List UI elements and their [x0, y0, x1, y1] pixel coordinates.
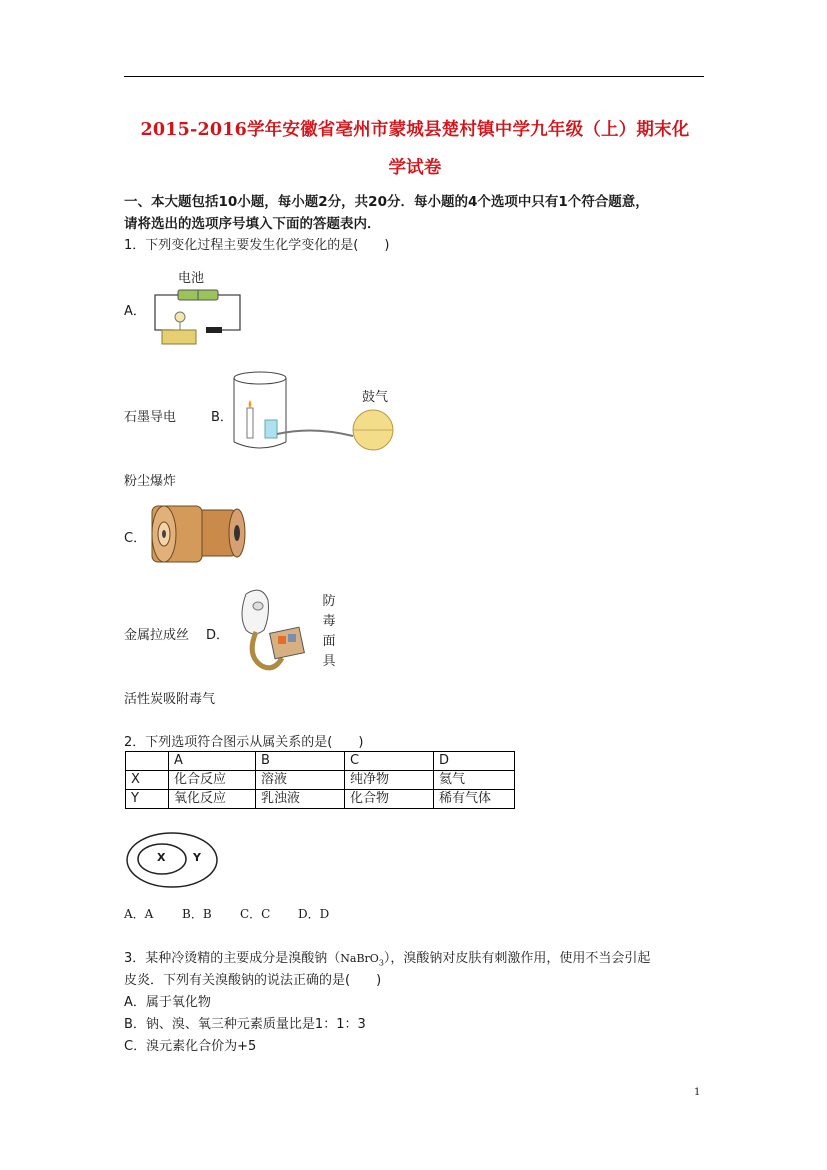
table-cell: X — [126, 771, 169, 790]
table-row — [126, 771, 515, 790]
table-cell: 稀有气体 — [434, 790, 515, 809]
q2-option-b: B．B — [182, 907, 212, 921]
table-cell: 溶液 — [256, 771, 345, 790]
gas-mask-char-3: 面 — [322, 634, 336, 649]
q1-option-a-label: A． — [124, 304, 146, 319]
q3-formula-subscript: 3 — [378, 958, 384, 968]
table-cell: 氦气 — [434, 771, 515, 790]
title-line-2: 学试卷 — [388, 158, 442, 178]
diagram-label-x: X — [157, 851, 166, 864]
q1-option-d-label: D． — [206, 628, 230, 643]
table-cell: 化合反应 — [169, 771, 256, 790]
header-rule — [124, 76, 704, 77]
gas-mask-figure — [234, 586, 314, 678]
q1-stem: 1．下列变化过程主要发生化学变化的是( ) — [124, 238, 390, 253]
table-cell: C — [345, 752, 434, 771]
q1-option-c-caption: 金属拉成丝 — [124, 628, 190, 643]
inclusion-diagram — [126, 832, 221, 890]
bellows-label: 鼓气 — [362, 390, 389, 405]
q3-stem-post: ），溴酸钠对皮肤有刺激作用，使用不当会引起 — [383, 951, 651, 966]
table-row — [126, 790, 515, 809]
q1-option-c-label: C． — [124, 531, 147, 546]
section-heading-line-2: 请将选出的选项序号填入下面的答题表内． — [124, 216, 381, 232]
table-row — [126, 752, 515, 771]
q1-option-b-caption: 粉尘爆炸 — [124, 474, 177, 489]
q2-option-a: A．A — [124, 907, 154, 921]
title-line-1: 2015-2016学年安徽省亳州市蒙城县楚村镇中学九年级（上）期末化 — [140, 120, 690, 140]
q2-option-c: C．C — [240, 907, 271, 921]
table-cell: A — [169, 752, 256, 771]
gas-mask-char-2: 毒 — [322, 614, 336, 629]
copper-spools-figure — [146, 498, 246, 570]
q3-option-b: B．钠、溴、氧三种元素质量比是1：1：3 — [124, 1017, 366, 1032]
dust-explosion-figure — [233, 370, 413, 452]
table-cell — [126, 752, 169, 771]
q1-option-d-caption: 活性炭吸附毒气 — [124, 692, 216, 707]
table-cell: 纯净物 — [345, 771, 434, 790]
q1-option-a-caption: 石墨导电 — [124, 410, 177, 425]
q3-formula: NaBrO — [340, 952, 379, 965]
table-cell: D — [434, 752, 515, 771]
circuit-figure — [150, 284, 245, 346]
q3-stem-line-1 — [124, 947, 650, 968]
q1-option-b-label: B． — [211, 410, 233, 425]
section-heading-line-1: 一、本大题包括10小题，每小题2分，共20分．每小题的4个选项中只有1个符合题意， — [124, 194, 649, 210]
q3-option-a: A．属于氧化物 — [124, 995, 211, 1010]
q3-stem-line-2: 皮炎．下列有关溴酸钠的说法正确的是( ) — [124, 973, 382, 988]
q3-option-c: C．溴元素化合价为+5 — [124, 1039, 257, 1054]
gas-mask-char-4: 具 — [322, 654, 336, 669]
table-cell: 氧化反应 — [169, 790, 256, 809]
q2-stem: 2．下列选项符合图示从属关系的是( ) — [124, 735, 364, 750]
table-cell: Y — [126, 790, 169, 809]
table-cell: 乳浊液 — [256, 790, 345, 809]
gas-mask-char-1: 防 — [322, 594, 336, 609]
battery-label: 电池 — [178, 271, 205, 286]
table-cell: B — [256, 752, 345, 771]
gas-mask-vertical-label — [322, 592, 336, 672]
diagram-label-y: Y — [193, 851, 201, 864]
q2-option-d: D．D — [298, 907, 330, 921]
table-cell: 化合物 — [345, 790, 434, 809]
q2-options-table — [125, 751, 515, 809]
q3-stem-pre: 3．某种冷烫精的主要成分是溴酸钠（ — [124, 951, 341, 966]
page-number: 1 — [694, 1087, 701, 1098]
